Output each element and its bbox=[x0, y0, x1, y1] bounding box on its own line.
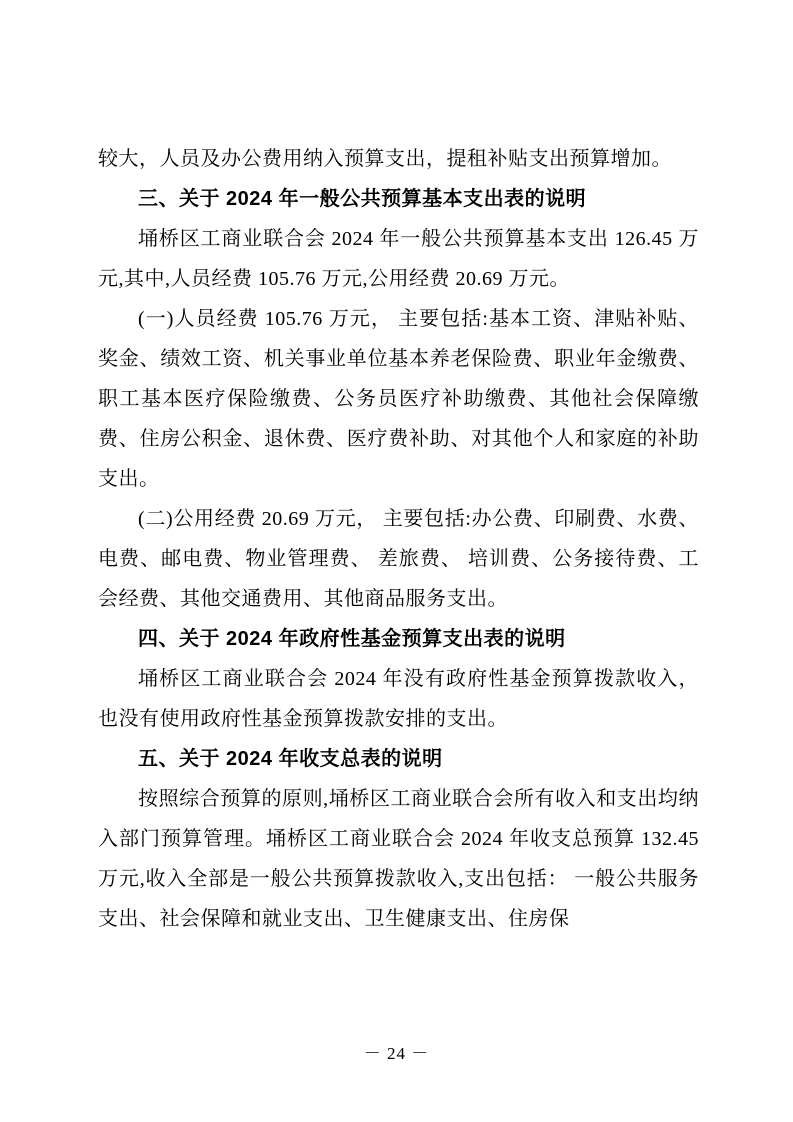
section-heading-5: 五、关于 2024 年收支总表的说明 bbox=[138, 748, 443, 770]
document-body bbox=[98, 139, 699, 939]
section-heading-3: 三、关于 2024 年一般公共预算基本支出表的说明 bbox=[138, 188, 587, 210]
paragraph-continued: 较大，人员及办公费用纳入预算支出，提租补贴支出预算增加。 bbox=[98, 148, 672, 170]
paragraph: (一)人员经费 105.76 万元， 主要包括:基本工资、津贴补贴、奖金、绩效工资、机关事业单位基本养老保险费、职业年金缴费、职工基本医疗保险缴费、公务员医疗补助缴费、其他社会保障缴费、住房公积金、退休费、医疗费补助、对其他个人和家庭的补助支出。 bbox=[98, 308, 699, 490]
paragraph: 按照综合预算的原则,埇桥区工商业联合会所有收入和支出均纳入部门预算管理。埇桥区工商业联合会 2024 年收支总预算 132.45 万元,收入全部是一般公共预算拨款收入,支出包括： 一般公共服务支出、社会保障和就业支出、卫生健康支出、住房保 bbox=[98, 788, 699, 930]
paragraph: (二)公用经费 20.69 万元， 主要包括:办公费、印刷费、水费、电费、邮电费、物业管理费、 差旅费、 培训费、公务接待费、工会经费、其他交通费用、其他商品服务支出。 bbox=[98, 508, 699, 610]
paragraph: 埇桥区工商业联合会 2024 年没有政府性基金预算拨款收入，也没有使用政府性基金预算拨款安排的支出。 bbox=[98, 668, 699, 730]
paragraph: 埇桥区工商业联合会 2024 年一般公共预算基本支出 126.45 万元,其中,人员经费 105.76 万元,公用经费 20.69 万元。 bbox=[98, 228, 699, 290]
page-number: － 24 － bbox=[363, 1044, 430, 1063]
section-heading-4: 四、关于 2024 年政府性基金预算支出表的说明 bbox=[138, 628, 566, 650]
